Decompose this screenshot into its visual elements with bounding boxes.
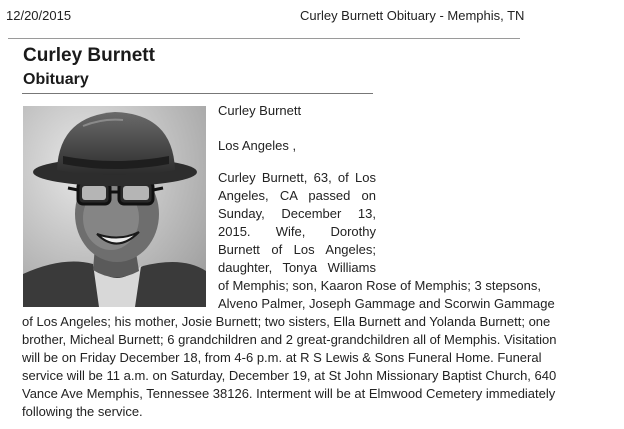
obituary-text-line: Burnett of Los Angeles;: [218, 242, 376, 257]
obituary-text-line: 2015. Wife, Dorothy: [218, 224, 376, 239]
obituary-location-line: Los Angeles ,: [218, 138, 297, 153]
obituary-text-line: brother, Micheal Burnett; 6 grandchildren and 2 great-grandchildren all of Memphis. Visitation: [22, 332, 557, 347]
obituary-text-line: Vance Ave Memphis, Tennessee 38126. Interment will be at Elmwood Cemetery immediately: [22, 386, 556, 401]
obituary-text-line: Curley Burnett, 63, of Los: [218, 170, 376, 185]
print-date: 12/20/2015: [6, 8, 72, 23]
obituary-text-line: following the service.: [22, 404, 143, 419]
print-header-title: Curley Burnett Obituary - Memphis, TN: [300, 8, 525, 23]
section-divider: [22, 93, 373, 94]
obituary-text-line: Sunday, December 13,: [218, 206, 376, 221]
obituary-text-line: Alveno Palmer, Joseph Gammage and Scorwin Gammage: [218, 296, 555, 311]
header-divider: [8, 38, 520, 39]
obituary-text-line: will be on Friday December 18, from 4-6 p.m. at R S Lewis & Sons Funeral Home. Funeral: [22, 350, 542, 365]
obituary-text-line: of Memphis; son, Kaaron Rose of Memphis; 3 stepsons,: [218, 278, 541, 293]
page-title: Curley Burnett: [23, 45, 155, 66]
obituary-text-line: of Los Angeles; his mother, Josie Burnett; two sisters, Ella Burnett and Yolanda Burnett; one: [22, 314, 551, 329]
obituary-text-line: Angeles, CA passed on: [218, 188, 376, 203]
obituary-photo: [23, 106, 206, 307]
section-heading: Obituary: [23, 71, 89, 88]
obituary-name-line: Curley Burnett: [218, 103, 302, 118]
obituary-text-line: daughter, Tonya Williams: [218, 260, 376, 275]
obituary-text-line: service will be 11 a.m. on Saturday, December 19, at St John Missionary Baptist Church, 640: [22, 368, 557, 383]
